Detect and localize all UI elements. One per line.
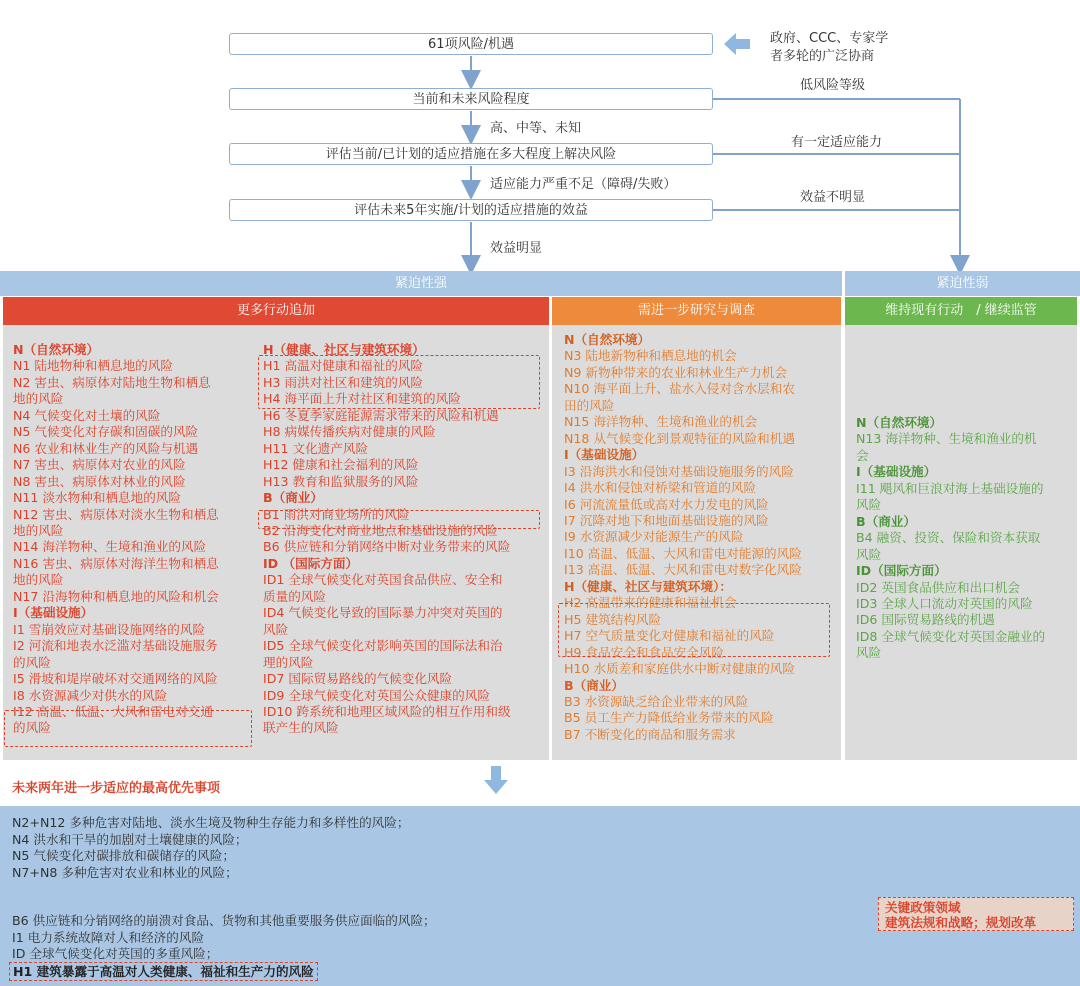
list-heading: N（自然环境） [564,332,651,347]
list-item: N8 害虫、病原体对林业的风险 [13,473,186,489]
priority-title: 未来两年进一步适应的最高优先事项 [12,781,221,796]
list-item: N13 海洋物种、生境和渔业的机 [856,431,1037,447]
priority-group-1 [12,815,409,881]
label-low-risk: 低风险等级 [800,78,866,93]
list-item: ID7 国际贸易路线的气候变化风险 [263,671,453,687]
priority-highlight-text: H1 建筑暴露于高温对人类健康、福祉和生产力的风险 [13,964,314,979]
list-heading: N（自然环境） [856,415,943,430]
list-item: 风险 [856,497,882,513]
list-item: H12 健康和社会福利的风险 [263,457,419,473]
list-item: I2 河流和地表水泛滥对基础设施服务 [13,638,218,654]
priority-item: I1 电力系统故障对人和经济的风险 [12,929,205,945]
policy-title: 关键政策领域 [885,900,961,915]
list-research [564,332,802,743]
list-heading: B（商业） [564,677,624,693]
list-item: I1 雪崩效应对基础设施网络的风险 [13,621,206,637]
list-item: N18 从气候变化到景观特征的风险和机遇 [564,430,795,446]
list-item: H10 水质差和家庭供水中断对健康的风险 [564,661,795,677]
priority-group-2 [12,913,436,963]
priority-item: N2+N12 多种危害对陆地、淡水生境及物种生存能力和多样性的风险； [12,815,410,830]
list-item: N9 新物种带来的农业和林业生产力机会 [564,364,787,380]
header-research: 需进一步研究与调查 [552,297,841,325]
list-item: ID9 全球气候变化对英国公众健康的风险 [263,687,490,703]
list-item: N12 害虫、病原体对淡水生物和栖息 [13,506,219,522]
header-more-action: 更多行动追加 [3,297,549,325]
list-item: B7 不断变化的商品和服务需求 [564,726,736,742]
list-item: 地的风险 [13,391,64,407]
down-arrow-icon [483,766,509,796]
label-high-mid: 高、中等、未知 [490,121,582,136]
priority-item: N4 洪水和干旱的加剧对土壤健康的风险； [12,831,248,847]
priority-highlight [9,962,318,981]
list-item: 理的风险 [263,654,314,670]
list-item: N11 淡水物种和栖息地的风险 [13,490,181,506]
list-heading: B（商业） [263,490,323,506]
priority-item: N7+N8 多种危害对农业和林业的风险； [12,864,238,880]
list-item: B1 雨洪对商业场所的风险 [263,506,410,522]
list-item: ID6 国际贸易路线的机遇 [856,612,995,628]
input-note-line2: 者多轮的广泛协商 [770,49,875,64]
priority-item: N5 气候变化对碳排放和碳储存的风险； [12,848,235,863]
list-heading: H（健康、社区与建筑环境）： [564,578,732,594]
list-item: I4 洪水和侵蚀对桥梁和管道的风险 [564,480,757,496]
header-urgent-weak: 紧迫性弱 [845,271,1080,296]
list-heading: ID （国际方面） [263,555,359,571]
list-item: N1 陆地物种和栖息地的风险 [13,358,173,374]
priority-item: ID 全球气候变化对英国的多重风险； [12,946,219,961]
input-note-line1: 政府、CCC、专家学 [770,31,889,46]
list-item: H1 高温对健康和福祉的风险 [263,358,424,374]
list-item: ID2 英国食品供应和出口机会 [856,579,1020,595]
input-note [770,30,888,66]
list-item: H6 冬夏季家庭能源需求带来的风险和机遇 [263,407,499,423]
list-heading: I（基础设施） [13,605,94,621]
list-item: ID3 全球人口流动对英国的风险 [856,595,1033,611]
header-sustain: 维持现有行动 / 继续监管 [845,297,1077,325]
list-item: 的风险 [13,720,51,736]
list-item: H8 病媒传播疾病对健康的风险 [263,424,436,440]
list-heading: ID（国际方面） [856,563,947,579]
list-item: 质量的风险 [263,588,326,604]
list-heading: N（自然环境） [13,342,100,357]
step-assess-future: 评估未来5年实施/计划的适应措施的效益 [229,199,713,221]
list-item: ID4 气候变化导致的国际暴力冲突对英国的 [263,605,503,621]
list-item: N14 海洋物种、生境和渔业的风险 [13,539,207,555]
list-item: ID8 全球气候变化对英国金融业的 [856,628,1046,644]
list-item: 联产生的风险 [263,720,339,736]
list-heading: I（基础设施） [564,447,645,463]
header-urgent-strong: 紧迫性强 [0,271,842,296]
label-some-capacity: 有一定适应能力 [791,135,883,150]
list-item: N7 害虫、病原体对农业的风险 [13,457,186,473]
list-more-action-left [13,342,219,737]
list-item: 风险 [856,546,882,562]
list-more-action-right [263,342,511,737]
input-arrow-icon [724,33,750,55]
list-item: ID10 跨系统和地理区域风险的相互作用和级 [263,703,511,719]
list-item: 地的风险 [13,572,64,588]
list-item: N2 害虫、病原体对陆地生物和栖息 [13,374,211,390]
list-item: 风险 [856,645,882,661]
list-item: I8 水资源减少对供水的风险 [13,687,168,703]
list-item: 会 [856,447,869,463]
list-item: I12 高温、低温、大风和雷电对交通 [13,703,214,719]
list-item: H7 空气质量变化对健康和福祉的风险 [564,628,775,644]
step-risks-opportunities: 61项风险/机遇 [229,33,713,55]
list-item: N10 海平面上升、盐水入侵对含水层和农 [564,381,795,397]
list-item: I6 河流流量低或高对水力发电的风险 [564,496,769,512]
label-insufficient: 适应能力严重不足（障碍/失败） [490,177,677,192]
step-assess-current: 评估当前/已计划的适应措施在多大程度上解决风险 [229,143,713,165]
list-item: N16 害虫、病原体对海洋生物和栖息 [13,555,219,571]
list-item: B6 供应链和分销网络中断对业务带来的风险 [263,539,511,555]
list-item: B5 员工生产力降低给业务带来的风险 [564,710,774,726]
list-item: ID5 全球气候变化对影响英国的国际法和治 [263,638,503,654]
list-item: 风险 [263,621,289,637]
list-item: I9 水资源减少对能源生产的风险 [564,529,744,545]
list-item: H2 高温带来的健康和福祉机会 [564,595,737,611]
list-item: I11 飓风和巨浪对海上基础设施的 [856,480,1044,496]
policy-box [878,897,1074,931]
list-item: H4 海平面上升对社区和建筑的风险 [263,391,461,407]
list-heading: H（健康、社区与建筑环境） [263,342,425,357]
list-item: H9 食品安全和食品安全风险 [564,644,725,660]
label-unclear: 效益不明显 [800,190,866,205]
list-item: I10 高温、低温、大风和雷电对能源的风险 [564,545,802,561]
list-item: I7 沉降对地下和地面基础设施的风险 [564,512,769,528]
policy-areas: 建筑法规和战略；规划改革 [885,915,1037,930]
list-item: I5 滑坡和堤岸破坏对交通网络的风险 [13,671,218,687]
list-item: N6 农业和林业生产的风险与机遇 [13,440,199,456]
label-clear: 效益明显 [490,241,543,256]
list-item: H11 文化遗产风险 [263,440,369,456]
priority-item: B6 供应链和分销网络的崩溃对食品、货物和其他重要服务供应面临的风险； [12,913,436,928]
list-item: I3 沿海洪水和侵蚀对基础设施服务的风险 [564,463,794,479]
list-item: H3 雨洪对社区和建筑的风险 [263,374,424,390]
list-item: H5 建筑结构风险 [564,611,662,627]
list-item: N15 海洋物种、生境和渔业的机会 [564,414,758,430]
list-item: N4 气候变化对土壤的风险 [13,407,161,423]
list-item: 地的风险 [13,522,64,538]
list-item: I13 高温、低温、大风和雷电对数字化风险 [564,562,802,578]
list-heading: I（基础设施） [856,464,937,480]
list-item: N5 气候变化对存碳和固碳的风险 [13,424,199,440]
list-item: B2 沿海变化对商业地点和基础设施的风险 [263,522,498,538]
step-risk-level: 当前和未来风险程度 [229,88,713,110]
list-item: B4 融资、投资、保险和资本获取 [856,530,1041,546]
list-sustain [856,415,1045,662]
list-item: N17 沿海物种和栖息地的风险和机会 [13,588,219,604]
list-item: N3 陆地新物种和栖息地的机会 [564,348,737,364]
list-item: B3 水资源缺乏给企业带来的风险 [564,693,749,709]
list-item: 的风险 [13,654,51,670]
list-item: 田的风险 [564,397,615,413]
list-item: ID1 全球气候变化对英国食品供应、安全和 [263,572,503,588]
list-heading: B（商业） [856,513,916,529]
list-item: H13 教育和监狱服务的风险 [263,473,419,489]
